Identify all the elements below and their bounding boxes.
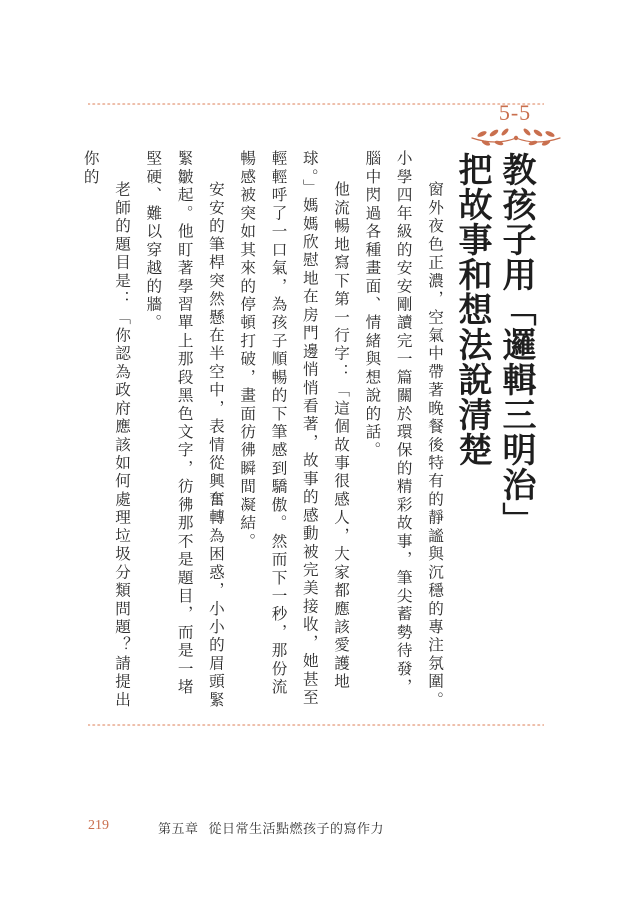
bottom-divider <box>88 722 544 728</box>
title-line-2: 把故事和想法說清楚 <box>452 152 492 467</box>
paragraph-3: 安安的筆桿突然懸在半空中，表情從興奮轉為困惑，小小的眉頭緊緊皺起。他盯著學習單上那段黑色文字，彷彿那不是題目，而是一堵堅硬、難以穿越的牆。 <box>144 150 225 710</box>
top-divider <box>88 101 544 107</box>
page-number: 219 <box>88 818 109 833</box>
paragraph-2: 他流暢地寫下第一行字：「這個故事很感人，大家都應該愛護地球。」媽媽欣慰地在房門邊悄悄看著，故事的感動被完美接收，她甚至輕輕呼了一口氣，為孩子順暢的下筆感到驕傲。然而下一秒，那份流暢感被突如其來的停頓打破，畫面彷彿瞬間凝結。 <box>238 150 351 708</box>
laurel-icon <box>466 124 566 152</box>
body-text <box>74 150 450 710</box>
section-number: 5-5 <box>498 100 532 125</box>
chapter-title: 從日常生活點燃孩子的寫作力 <box>208 822 385 837</box>
paragraph-1: 窗外夜色正濃，空氣中帶著晚餐後特有的靜謐與沉穩的專注氛圍。小學四年級的安安剛讀完一篇關於環保的精彩故事，筆尖蓄勢待發，腦中閃過各種畫面、情緒與想說的話。 <box>363 150 444 710</box>
chapter-label: 第五章 <box>158 822 199 837</box>
title-line-1: 教孩子用「邏輯三明治」 <box>496 152 536 537</box>
chapter-footer <box>158 818 384 837</box>
paragraph-4: 老師的題目是：「你認為政府應該如何處理垃圾分類問題？請提出你的 <box>81 150 132 710</box>
